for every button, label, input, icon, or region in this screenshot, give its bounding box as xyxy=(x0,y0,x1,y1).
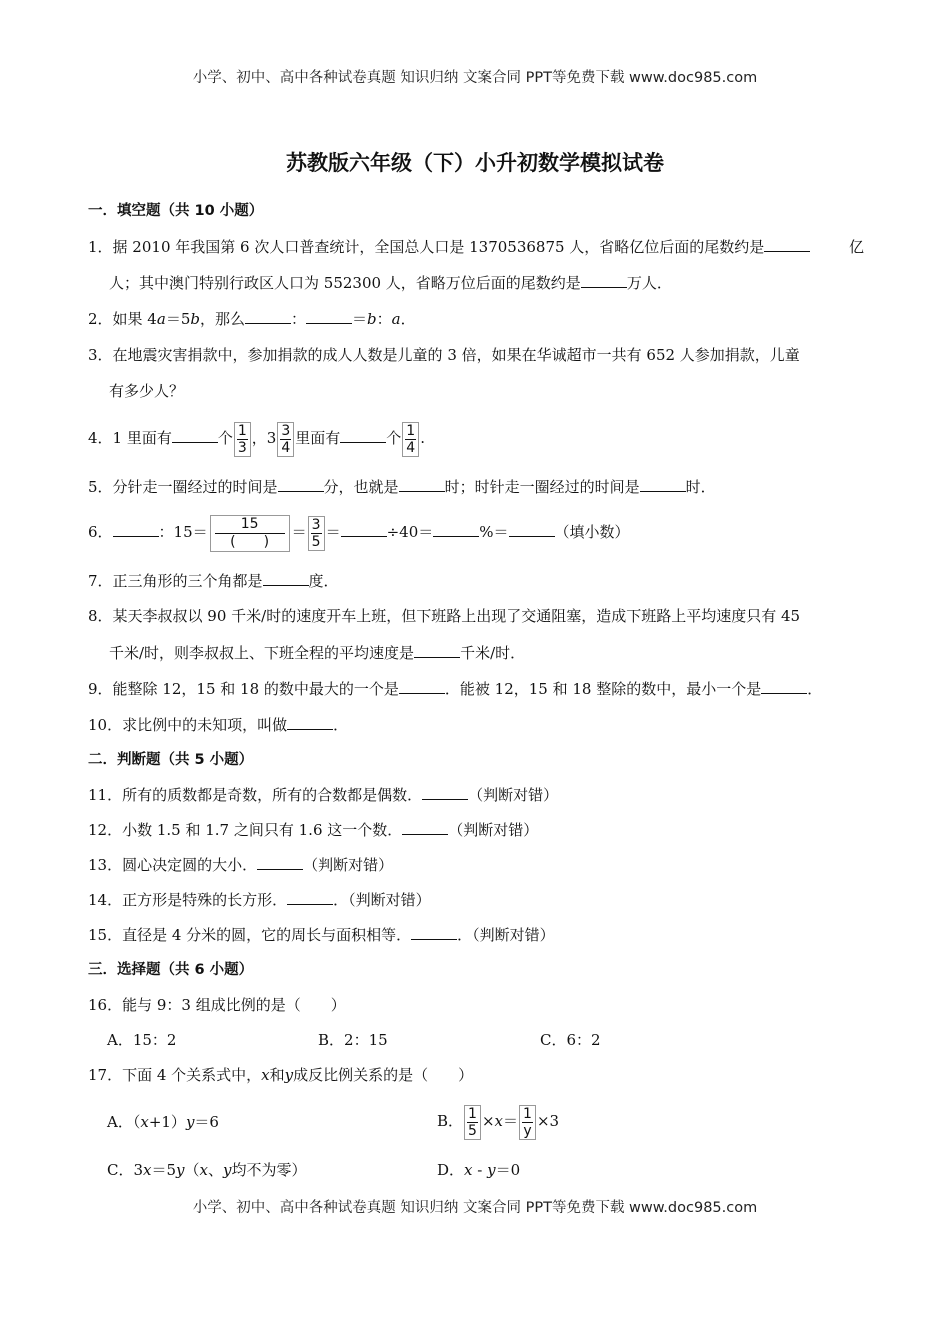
question-11: 11．所有的质数都是奇数，所有的合数都是偶数． （判断对错） xyxy=(88,786,559,804)
question-14: 14．正方形是特殊的长方形． ．（判断对错） xyxy=(88,891,431,909)
section-fill-blank: 一．填空题（共 10 小题） xyxy=(88,203,264,219)
page-title: 苏教版六年级（下）小升初数学模拟试卷 xyxy=(286,151,664,175)
question-4: 4．1 里面有 个 $\frac{1}{3}$ ，3 $\frac{3}{4}$ 里面有 个 $\frac{1}{4}$ . xyxy=(88,422,425,456)
question-3-cont: 有多少人？ xyxy=(109,382,185,400)
option-17-b[interactable]: B． $\frac{1}{5}$ ×x＝ $\frac{1}{y}$ ×3 xyxy=(437,1105,560,1139)
answer-blank[interactable] xyxy=(509,522,555,537)
question-8: 8．某天李叔叔以 90 千米/时的速度开车上班，但下班路上出现了交通阻塞，造成下班路上平均速度只有 45 xyxy=(88,607,801,625)
question-15: 15．直径是 4 分米的圆，它的周长与面积相等． ．（判断对错） xyxy=(88,926,555,944)
fraction-one-over-y: $\frac{1}{y}$ xyxy=(519,1105,536,1140)
option-17-a[interactable]: A．（x+1）y＝6 xyxy=(107,1113,219,1131)
answer-blank[interactable] xyxy=(640,477,686,492)
section-true-false: 二．判断题（共 5 小题） xyxy=(88,752,254,768)
answer-blank[interactable] xyxy=(245,309,291,324)
fraction-one-fifth: $\frac{1}{5}$ xyxy=(464,1105,481,1140)
question-16: 16．能与 9：3 组成比例的是（ ） xyxy=(88,996,346,1014)
question-1-cont: 人；其中澳门特别行政区人口为 552300 人，省略万位后面的尾数约是 万人． xyxy=(109,274,672,292)
answer-blank[interactable] xyxy=(172,428,218,443)
answer-blank[interactable] xyxy=(340,428,386,443)
section-multiple-choice: 三．选择题（共 6 小题） xyxy=(88,962,254,978)
answer-blank[interactable] xyxy=(113,522,159,537)
answer-blank[interactable] xyxy=(341,522,387,537)
answer-blank[interactable] xyxy=(581,273,627,288)
answer-blank[interactable] xyxy=(287,715,333,730)
option-16-b[interactable]: B．2：15 xyxy=(318,1031,388,1049)
option-17-c[interactable]: C．3x＝5y（x、y均不为零） xyxy=(107,1161,307,1179)
question-5: 5．分针走一圈经过的时间是 分，也就是 时；时针走一圈经过的时间是 时． xyxy=(88,478,716,496)
option-16-c[interactable]: C．6：2 xyxy=(540,1031,601,1049)
question-2: 2．如果 4a＝5b，那么 ： ＝b：a． xyxy=(88,310,416,328)
page-header: 小学、初中、高中各种试卷真题 知识归纳 文案合同 PPT等免费下载 www.doc985.com xyxy=(192,70,758,86)
answer-blank[interactable] xyxy=(278,477,324,492)
question-13: 13．圆心决定圆的大小． （判断对错） xyxy=(88,856,394,874)
question-12: 12．小数 1.5 和 1.7 之间只有 1.6 这一个数． （判断对错） xyxy=(88,821,539,839)
answer-blank[interactable] xyxy=(257,855,303,870)
answer-blank[interactable] xyxy=(306,309,352,324)
question-6: 6． ：15＝ 15 ( ) ＝ $\frac{3}{5}$ ＝ ÷40＝ %＝ （填小数） xyxy=(88,515,630,550)
answer-blank[interactable] xyxy=(422,785,468,800)
answer-blank[interactable] xyxy=(263,571,309,586)
answer-blank[interactable] xyxy=(414,643,460,658)
fraction-three-fifths: $\frac{3}{5}$ xyxy=(308,516,325,551)
answer-blank[interactable] xyxy=(761,679,807,694)
question-9: 9．能整除 12，15 和 18 的数中最大的一个是 ．能被 12，15 和 18 整除的数中，最小一个是 ． xyxy=(88,680,823,698)
option-16-a[interactable]: A．15：2 xyxy=(107,1031,177,1049)
fraction-three-fourths: $\frac{3}{4}$ xyxy=(277,422,294,457)
question-10: 10．求比例中的未知项，叫做 ． xyxy=(88,716,349,734)
fraction-one-third: $\frac{1}{3}$ xyxy=(234,422,251,457)
fraction-fifteen-over-blank: 15 ( ) xyxy=(210,515,290,552)
page-footer: 小学、初中、高中各种试卷真题 知识归纳 文案合同 PPT等免费下载 www.doc985.com xyxy=(192,1200,758,1216)
answer-blank[interactable] xyxy=(764,237,810,252)
answer-blank[interactable] xyxy=(433,522,479,537)
question-3: 3．在地震灾害捐款中，参加捐款的成人人数是儿童的 3 倍，如果在华诚超市一共有 652 人参加捐款，儿童 xyxy=(88,346,800,364)
answer-blank[interactable] xyxy=(402,820,448,835)
answer-blank[interactable] xyxy=(399,477,445,492)
question-1: 1．据 2010 年我国第 6 次人口普查统计，全国总人口是 1370536875 人，省略亿位后面的尾数约是 亿 xyxy=(88,238,864,256)
answer-blank[interactable] xyxy=(399,679,445,694)
option-17-d[interactable]: D．x - y＝0 xyxy=(437,1161,521,1179)
answer-blank[interactable] xyxy=(287,890,333,905)
question-7: 7．正三角形的三个角都是 度． xyxy=(88,572,339,590)
answer-blank[interactable] xyxy=(411,925,457,940)
fraction-one-fourth: $\frac{1}{4}$ xyxy=(402,422,419,457)
question-17: 17．下面 4 个关系式中，x和y成反比例关系的是（ ） xyxy=(88,1066,474,1084)
question-8-cont: 千米/时，则李叔叔上、下班全程的平均速度是 千米/时． xyxy=(109,644,526,662)
